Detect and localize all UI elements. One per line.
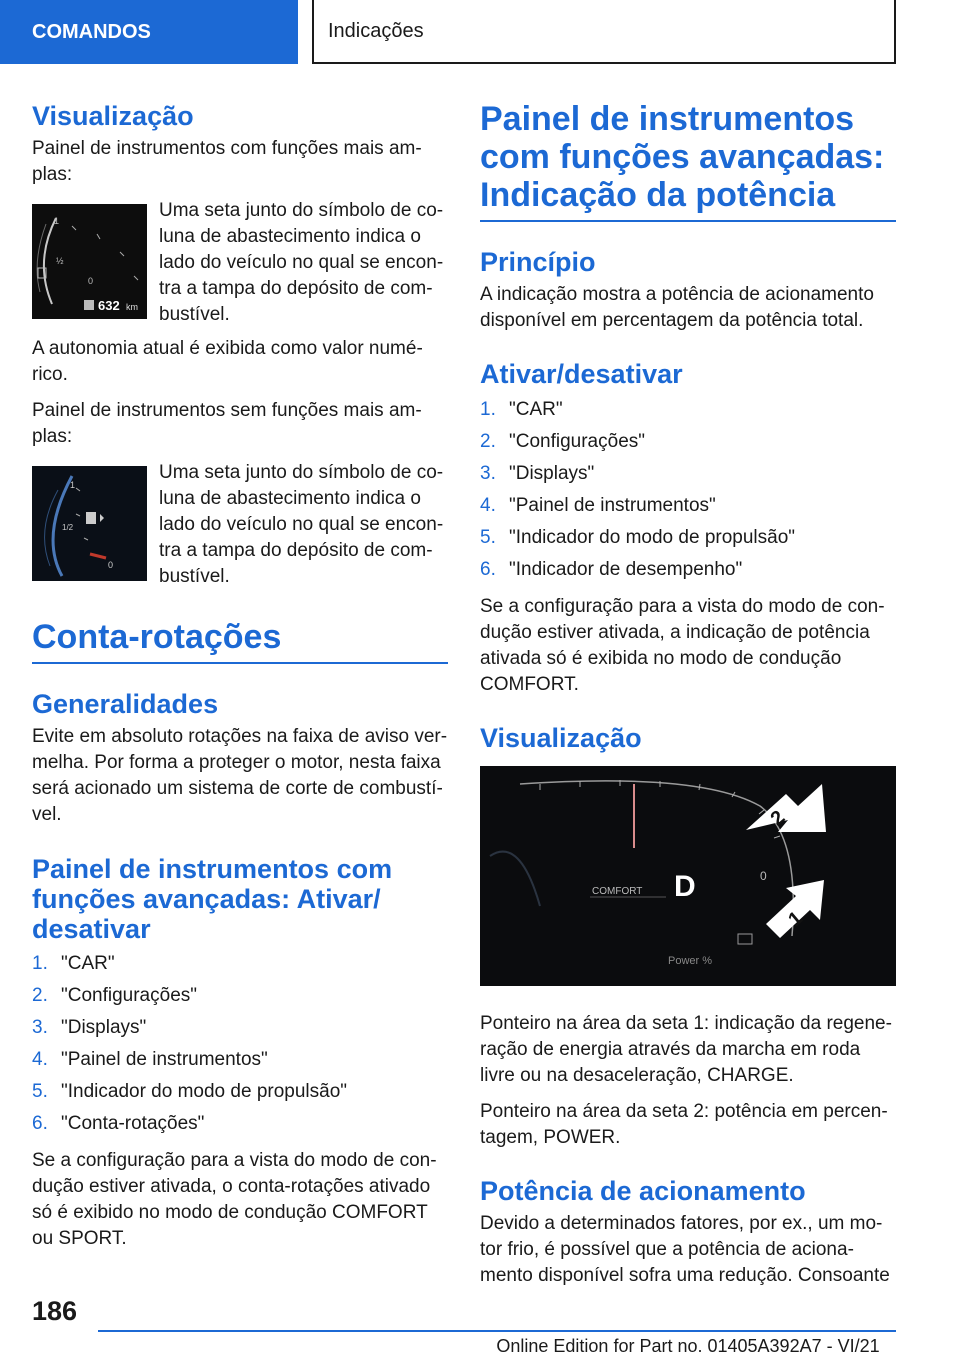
list-item: 1. "CAR" [480, 399, 563, 420]
list-item: 6. "Indicador de desempenho" [480, 559, 743, 580]
list-item: 6. "Conta-rotações" [32, 1113, 205, 1134]
list-item: 2. "Configurações" [480, 431, 646, 452]
heading-indicacao-potencia: Painel de instrumentos com funções avançadas: Indicação da potência [480, 100, 885, 214]
text-potencia: Devido a determinados fatores, por ex., um motor frio, é possível que a potência de acionamento disponível sofra uma redução. Consoante [480, 1213, 890, 1286]
steps-list-left [32, 948, 448, 1140]
steps-list-right [480, 394, 896, 586]
fuel-gauge-advanced-image [32, 204, 147, 319]
heading-generalidades: Generalidades [32, 689, 219, 719]
svg-text:1: 1 [784, 907, 807, 932]
gauge-label-half: ½ [56, 256, 64, 266]
list-item: 3. "Displays" [480, 463, 595, 484]
figure-2-caption: Uma seta junto do símbolo de coluna de abastecimento indica o lado do veículo no qual se encontra a tampa do depósito de combustível. [159, 462, 444, 587]
heading-rule [32, 662, 448, 664]
text-with-advanced: Painel de instrumentos com funções mais amplas: [32, 138, 422, 185]
text-generalidades: Evite em absoluto rotações na faixa de aviso vermelha. Por forma a proteger o motor, nesta faixa será acionado um sistema de corte de combustível. [32, 726, 448, 825]
mode-label: COMFORT [592, 886, 643, 897]
heading-rule [480, 220, 896, 222]
text-config-left: Se a configuração para a vista do modo de condução estiver ativada, o conta-rotações ativado só é exibido no modo de condução COMFORT ou SPORT. [32, 1150, 437, 1249]
power-display-image [480, 766, 896, 986]
heading-visualizacao: Visualização [32, 101, 194, 131]
list-item: 2. "Configurações" [32, 985, 198, 1006]
power-percent-label: Power % [668, 955, 713, 967]
text-config-right: Se a configuração para a vista do modo de condução estiver ativada, a indicação de potência ativada só é exibida no modo de condução COMFORT. [480, 596, 885, 695]
text-without-advanced: Painel de instrumentos sem funções mais amplas: [32, 400, 422, 447]
gauge-label-zero: 0 [108, 560, 114, 570]
range-unit: km [126, 302, 138, 312]
power-zero-label: 0 [760, 869, 767, 883]
gauge-label-one: 1 [70, 480, 76, 490]
list-item: 1. "CAR" [32, 953, 115, 974]
gauge-label-zero: 0 [88, 276, 94, 286]
section-title: Indicações [312, 0, 896, 64]
fuel-symbol-icon [84, 300, 94, 310]
list-item: 4. "Painel de instrumentos" [480, 495, 716, 516]
gauge-label-one: 1 [54, 216, 60, 226]
text-principio: A indicação mostra a potência de acionamento disponível em percentagem da potência total. [480, 284, 874, 331]
gear-indicator: D [674, 870, 696, 903]
list-item: 5. "Indicador do modo de propulsão" [480, 527, 796, 548]
heading-ativar-desativar: Ativar/desativar [480, 359, 683, 389]
left-column [32, 100, 448, 1262]
gauge-label-half: 1/2 [62, 523, 74, 532]
edition-note: Online Edition for Part no. 01405A392A7 - VI/21 [496, 1336, 880, 1356]
right-column [480, 100, 896, 1299]
range-value: 632 [98, 298, 120, 313]
text-arrow-1: Ponteiro na área da seta 1: indicação da regeneração de energia através da marcha em roda livre ou na desaceleração, CHARGE. [480, 1013, 892, 1086]
text-autonomy: A autonomia atual é exibida como valor numérico. [32, 338, 423, 385]
list-item: 4. "Painel de instrumentos" [32, 1049, 268, 1070]
heading-visualizacao: Visualização [480, 723, 642, 753]
text-arrow-2: Ponteiro na área da seta 2: potência em percentagem, POWER. [480, 1101, 888, 1148]
figure-row-1 [32, 198, 448, 328]
list-item: 5. "Indicador do modo de propulsão" [32, 1081, 348, 1102]
heading-potencia-acionamento: Potência de acionamento [480, 1176, 806, 1206]
figure-1-caption: Uma seta junto do símbolo de coluna de abastecimento indica o lado do veículo no qual se encontra a tampa do depósito de combustível. [159, 200, 444, 325]
figure-row-2 [32, 460, 448, 590]
heading-conta-rotacoes: Conta-rotações [32, 618, 282, 656]
footer-rule [98, 1330, 896, 1332]
heading-ativar-desativar: Painel de instrumentos com funções avançadas: Ativar/ desativar [32, 854, 393, 944]
list-item: 3. "Displays" [32, 1017, 147, 1038]
svg-text:2: 2 [766, 806, 790, 831]
chapter-tab: COMANDOS [0, 0, 298, 64]
heading-principio: Princípio [480, 247, 596, 277]
page-number: 186 [32, 1296, 78, 1326]
fuel-gauge-basic-image [32, 466, 147, 581]
fuel-symbol-icon [86, 512, 96, 524]
